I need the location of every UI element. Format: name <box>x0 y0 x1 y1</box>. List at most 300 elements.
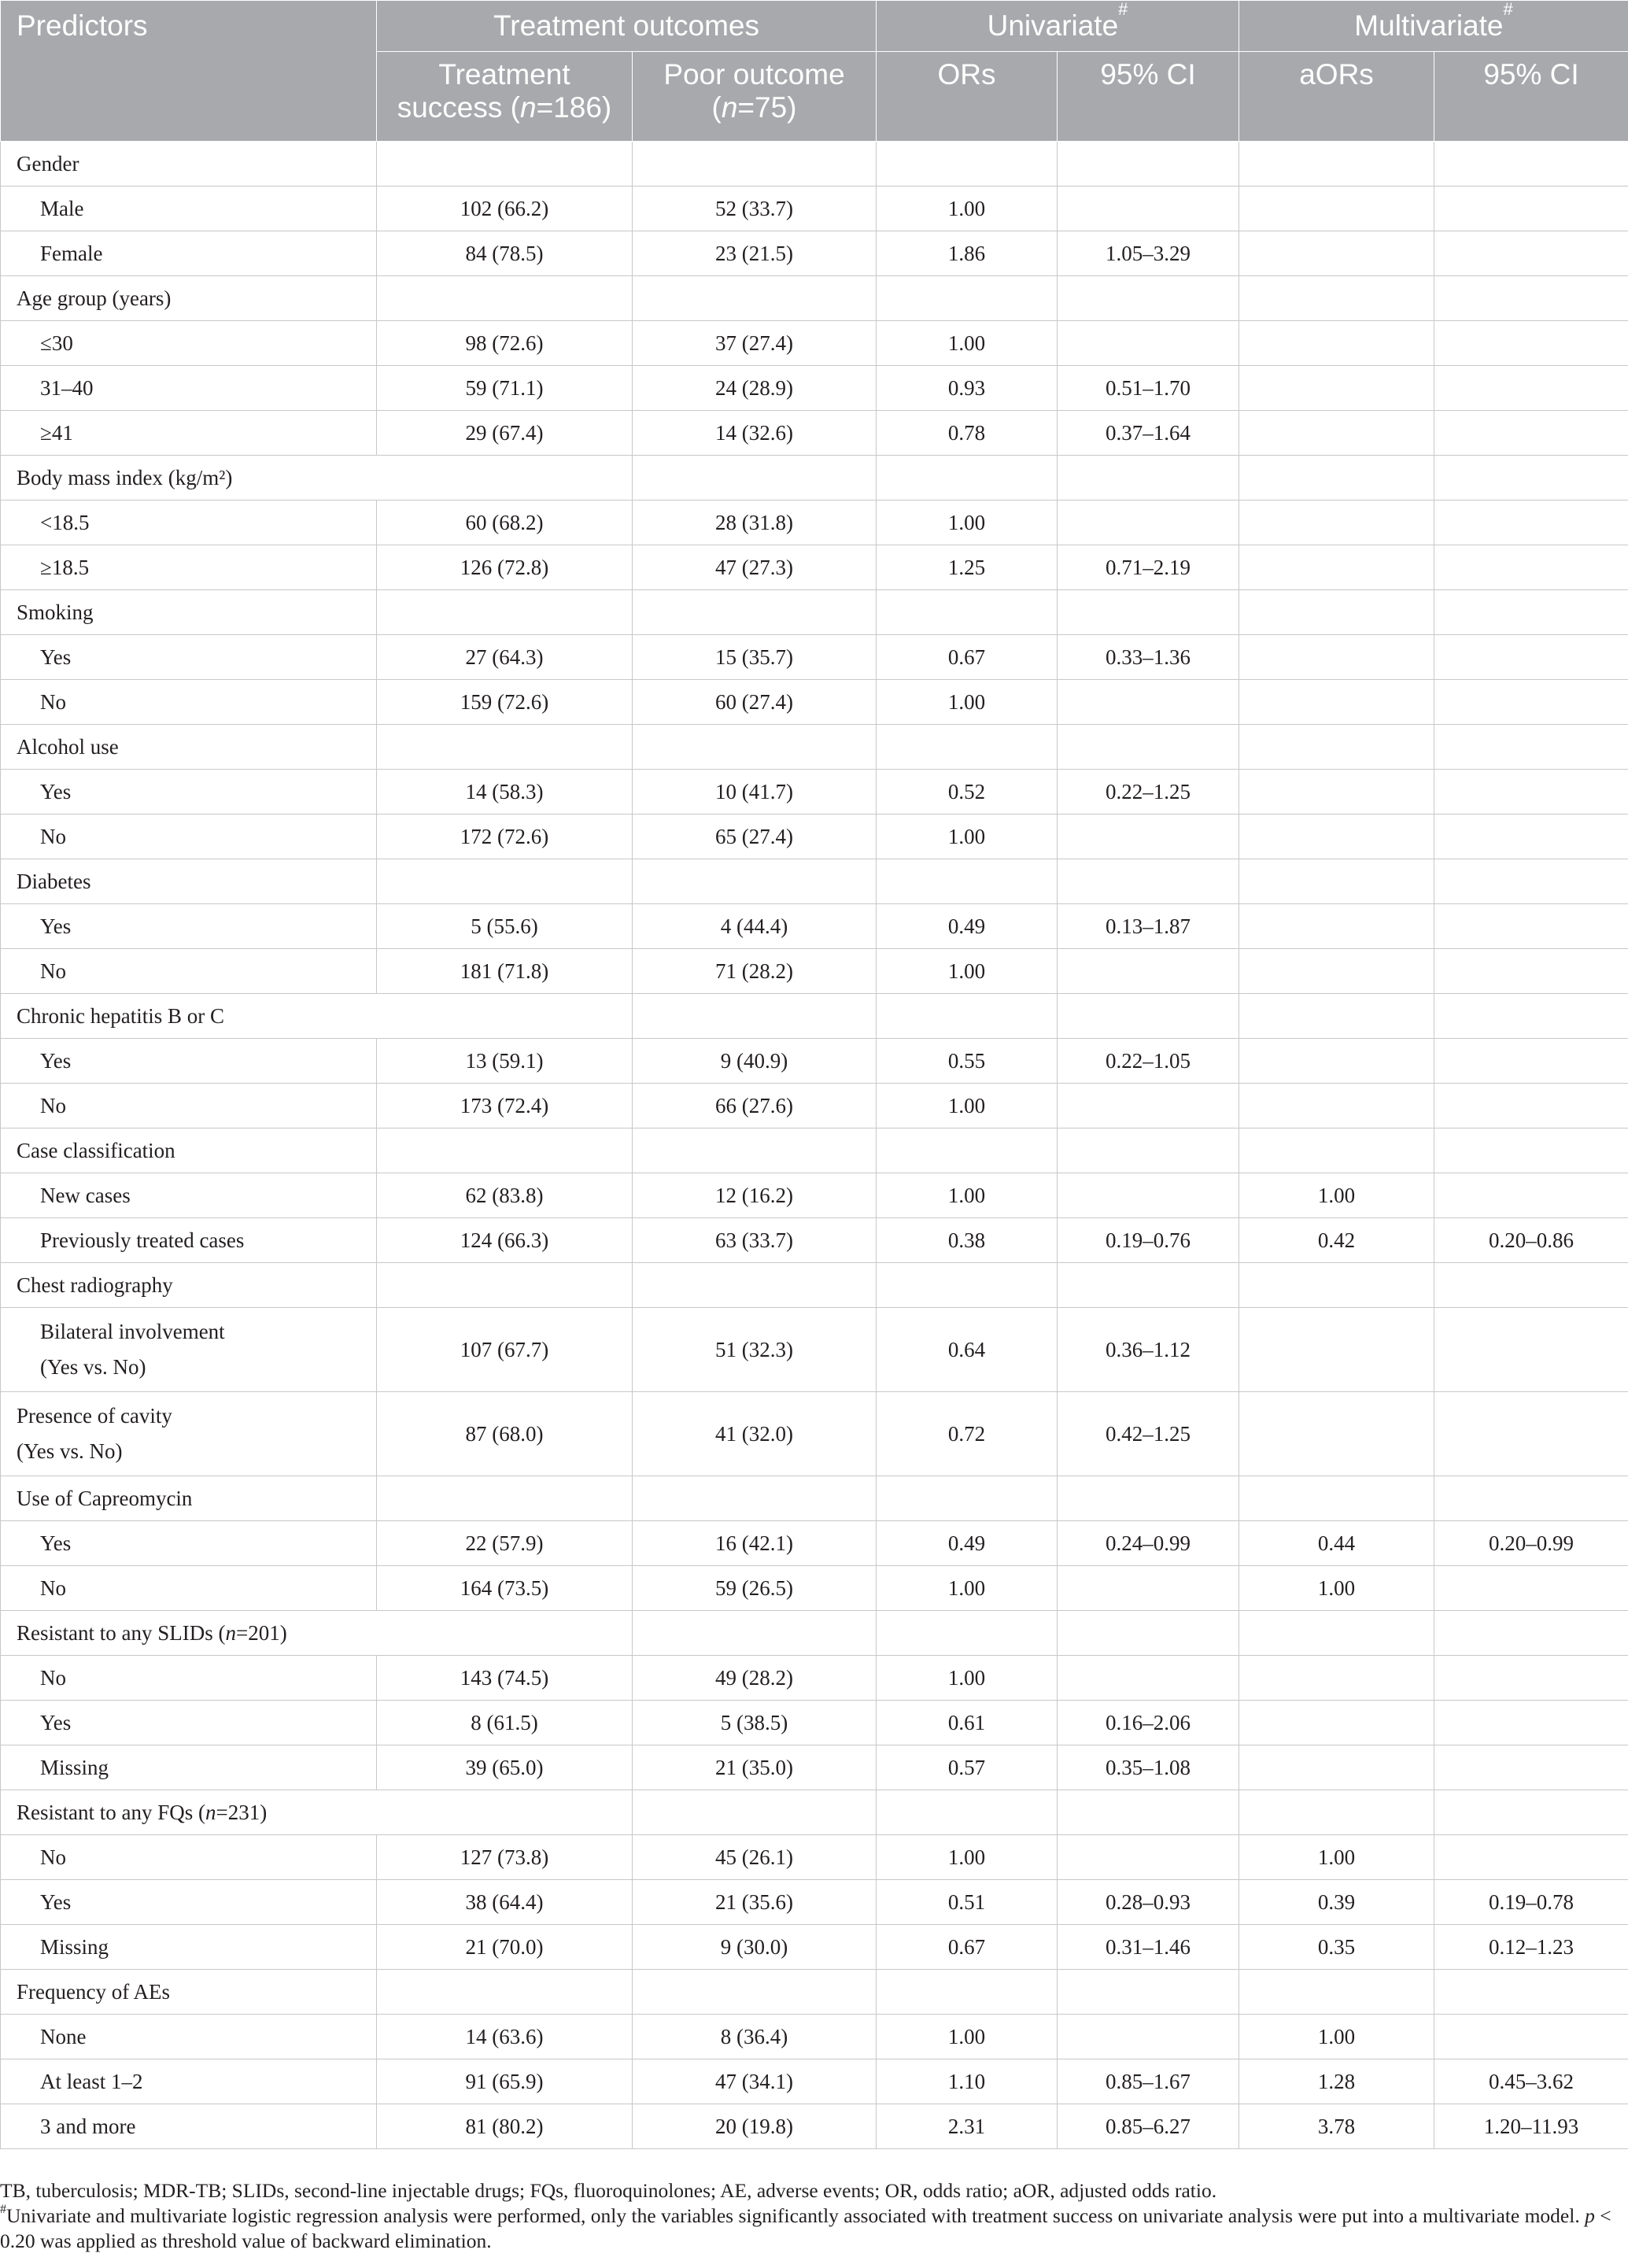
category-row <box>1 1790 1628 1835</box>
adjusted-ci-cell <box>1434 545 1628 590</box>
footnotes <box>0 2178 1628 2254</box>
table-row <box>1 366 1628 411</box>
adjusted-ci-cell: 0.45–3.62 <box>1434 2059 1628 2104</box>
poor-outcome-cell: 45 (26.1) <box>633 1835 877 1880</box>
poor-outcome-cell: 52 (33.7) <box>633 187 877 231</box>
header-ci-multivariate: 95% CI <box>1434 52 1628 142</box>
poor-outcome-cell: 9 (40.9) <box>633 1039 877 1084</box>
treatment-success-cell: 164 (73.5) <box>377 1566 633 1611</box>
adjusted-ci-cell <box>1434 1392 1628 1476</box>
aor-cell <box>1239 187 1434 231</box>
table-row <box>1 1218 1628 1263</box>
or-cell: 1.00 <box>877 814 1058 859</box>
header-ci-univariate: 95% CI <box>1058 52 1239 142</box>
or-cell: 0.52 <box>877 770 1058 814</box>
empty-cell <box>1239 859 1434 904</box>
treatment-success-cell: 39 (65.0) <box>377 1745 633 1790</box>
category-row <box>1 590 1628 635</box>
aor-cell <box>1239 770 1434 814</box>
predictor-label: 3 and more <box>1 2104 377 2149</box>
empty-cell <box>377 725 633 770</box>
aor-cell: 1.28 <box>1239 2059 1434 2104</box>
table-row <box>1 1084 1628 1128</box>
or-cell: 1.00 <box>877 1173 1058 1218</box>
predictor-label: Yes <box>1 904 377 949</box>
treatment-success-cell: 27 (64.3) <box>377 635 633 680</box>
aor-cell <box>1239 411 1434 456</box>
treatment-success-cell: 29 (67.4) <box>377 411 633 456</box>
treatment-success-cell: 181 (71.8) <box>377 949 633 994</box>
or-cell: 0.49 <box>877 1521 1058 1566</box>
treatment-success-cell: 14 (58.3) <box>377 770 633 814</box>
table-row <box>1 231 1628 276</box>
aor-cell: 1.00 <box>1239 1566 1434 1611</box>
table-row <box>1 1039 1628 1084</box>
ci-cell: 0.22–1.25 <box>1058 770 1239 814</box>
predictor-label: Yes <box>1 1521 377 1566</box>
empty-cell <box>1058 142 1239 187</box>
empty-cell <box>877 725 1058 770</box>
table-row <box>1 1835 1628 1880</box>
poor-outcome-cell: 4 (44.4) <box>633 904 877 949</box>
ci-cell <box>1058 1084 1239 1128</box>
treatment-success-cell: 13 (59.1) <box>377 1039 633 1084</box>
poor-outcome-cell: 20 (19.8) <box>633 2104 877 2149</box>
table-row <box>1 1308 1628 1392</box>
treatment-success-cell: 59 (71.1) <box>377 366 633 411</box>
aor-cell <box>1239 1745 1434 1790</box>
predictor-label: Female <box>1 231 377 276</box>
poor-outcome-cell: 47 (27.3) <box>633 545 877 590</box>
empty-cell <box>877 1128 1058 1173</box>
empty-cell <box>633 859 877 904</box>
empty-cell <box>377 590 633 635</box>
aor-cell: 1.00 <box>1239 2015 1434 2059</box>
treatment-success-cell: 107 (67.7) <box>377 1308 633 1392</box>
aor-cell <box>1239 231 1434 276</box>
category-row <box>1 1970 1628 2015</box>
or-cell: 0.64 <box>877 1308 1058 1392</box>
adjusted-ci-cell <box>1434 1656 1628 1701</box>
category-row <box>1 994 1628 1039</box>
predictor-label: ≥18.5 <box>1 545 377 590</box>
predictor-label: Yes <box>1 635 377 680</box>
empty-cell <box>1239 1970 1434 2015</box>
aor-cell <box>1239 814 1434 859</box>
adjusted-ci-cell <box>1434 770 1628 814</box>
predictor-label: New cases <box>1 1173 377 1218</box>
empty-cell <box>1239 1263 1434 1308</box>
empty-cell <box>1058 1970 1239 2015</box>
poor-outcome-cell: 66 (27.6) <box>633 1084 877 1128</box>
or-cell: 0.72 <box>877 1392 1058 1476</box>
treatment-success-cell: 173 (72.4) <box>377 1084 633 1128</box>
predictor-label: Male <box>1 187 377 231</box>
category-row <box>1 725 1628 770</box>
predictor-label: Gender <box>1 142 377 187</box>
aor-cell <box>1239 1084 1434 1128</box>
empty-cell <box>633 1970 877 2015</box>
predictor-label: Yes <box>1 1039 377 1084</box>
table-row <box>1 949 1628 994</box>
or-cell: 1.25 <box>877 545 1058 590</box>
ci-cell <box>1058 1566 1239 1611</box>
or-cell: 0.61 <box>877 1701 1058 1745</box>
table-row <box>1 1925 1628 1970</box>
ci-cell <box>1058 1835 1239 1880</box>
poor-outcome-cell: 21 (35.6) <box>633 1880 877 1925</box>
predictor-label: Previously treated cases <box>1 1218 377 1263</box>
table-row <box>1 2059 1628 2104</box>
poor-outcome-cell: 41 (32.0) <box>633 1392 877 1476</box>
adjusted-ci-cell <box>1434 321 1628 366</box>
empty-cell <box>877 1790 1058 1835</box>
category-row <box>1 859 1628 904</box>
hash-mark: # <box>1503 0 1513 19</box>
empty-cell <box>377 276 633 321</box>
empty-cell <box>877 590 1058 635</box>
predictor-label: Presence of cavity (Yes vs. No) <box>1 1392 377 1476</box>
empty-cell <box>1058 725 1239 770</box>
table-row <box>1 680 1628 725</box>
empty-cell <box>877 1970 1058 2015</box>
empty-cell <box>377 1476 633 1521</box>
header-predictors: Predictors <box>1 1 377 142</box>
or-cell: 1.86 <box>877 231 1058 276</box>
treatment-success-cell: 102 (66.2) <box>377 187 633 231</box>
ci-cell: 0.36–1.12 <box>1058 1308 1239 1392</box>
adjusted-ci-cell <box>1434 1745 1628 1790</box>
category-row <box>1 456 1628 501</box>
table-body <box>1 142 1628 2149</box>
empty-cell <box>633 456 877 501</box>
empty-cell <box>377 1263 633 1308</box>
empty-cell <box>877 276 1058 321</box>
adjusted-ci-cell <box>1434 1084 1628 1128</box>
table-row <box>1 1745 1628 1790</box>
or-cell: 1.00 <box>877 2015 1058 2059</box>
predictor-label: Frequency of AEs <box>1 1970 377 2015</box>
ci-cell: 0.51–1.70 <box>1058 366 1239 411</box>
table-row <box>1 187 1628 231</box>
predictor-label: Yes <box>1 770 377 814</box>
adjusted-ci-cell <box>1434 1039 1628 1084</box>
empty-cell <box>1434 590 1628 635</box>
treatment-success-cell: 159 (72.6) <box>377 680 633 725</box>
aor-cell <box>1239 1308 1434 1392</box>
or-cell: 1.00 <box>877 321 1058 366</box>
predictor-label: Missing <box>1 1925 377 1970</box>
aor-cell: 0.44 <box>1239 1521 1434 1566</box>
header-treatment-outcomes: Treatment outcomes <box>377 1 877 52</box>
empty-cell <box>1058 994 1239 1039</box>
predictor-label: ≤30 <box>1 321 377 366</box>
empty-cell <box>1058 276 1239 321</box>
or-cell: 1.00 <box>877 680 1058 725</box>
table-row <box>1 1656 1628 1701</box>
poor-outcome-cell: 16 (42.1) <box>633 1521 877 1566</box>
aor-cell: 0.35 <box>1239 1925 1434 1970</box>
empty-cell <box>1434 1476 1628 1521</box>
aor-cell <box>1239 904 1434 949</box>
aor-cell <box>1239 321 1434 366</box>
treatment-success-cell: 60 (68.2) <box>377 501 633 545</box>
adjusted-ci-cell <box>1434 411 1628 456</box>
poor-outcome-cell: 23 (21.5) <box>633 231 877 276</box>
or-cell: 0.67 <box>877 1925 1058 1970</box>
predictor-label: No <box>1 949 377 994</box>
empty-cell <box>1434 859 1628 904</box>
category-row <box>1 1263 1628 1308</box>
adjusted-ci-cell <box>1434 1566 1628 1611</box>
empty-cell <box>1058 1611 1239 1656</box>
poor-outcome-cell: 5 (38.5) <box>633 1701 877 1745</box>
adjusted-ci-cell <box>1434 949 1628 994</box>
ci-cell <box>1058 949 1239 994</box>
empty-cell <box>633 1611 877 1656</box>
ci-cell: 0.33–1.36 <box>1058 635 1239 680</box>
or-cell: 1.00 <box>877 187 1058 231</box>
or-cell: 2.31 <box>877 2104 1058 2149</box>
adjusted-ci-cell: 0.20–0.99 <box>1434 1521 1628 1566</box>
empty-cell <box>1239 456 1434 501</box>
empty-cell <box>1239 1476 1434 1521</box>
predictor-label: 31–40 <box>1 366 377 411</box>
empty-cell <box>877 1611 1058 1656</box>
or-cell: 0.57 <box>877 1745 1058 1790</box>
aor-cell <box>1239 1392 1434 1476</box>
predictor-label: Diabetes <box>1 859 377 904</box>
adjusted-ci-cell <box>1434 2015 1628 2059</box>
predictor-label: Alcohol use <box>1 725 377 770</box>
empty-cell <box>633 1476 877 1521</box>
table-row <box>1 1701 1628 1745</box>
or-cell: 0.55 <box>877 1039 1058 1084</box>
empty-cell <box>877 859 1058 904</box>
empty-cell <box>377 1970 633 2015</box>
or-cell: 1.00 <box>877 1566 1058 1611</box>
or-cell: 0.38 <box>877 1218 1058 1263</box>
poor-outcome-cell: 10 (41.7) <box>633 770 877 814</box>
empty-cell <box>377 859 633 904</box>
footnote-method: #Univariate and multivariate logistic regression analysis were performed, only the variables significantly associated with treatment success on univariate analysis were put into a multivariate model. p < 0.20 was applied as threshold value of backward elimination. <box>0 2203 1611 2252</box>
aor-cell <box>1239 680 1434 725</box>
or-cell: 0.67 <box>877 635 1058 680</box>
predictor-label: No <box>1 1656 377 1701</box>
adjusted-ci-cell <box>1434 1835 1628 1880</box>
ci-cell <box>1058 814 1239 859</box>
empty-cell <box>633 142 877 187</box>
adjusted-ci-cell <box>1434 635 1628 680</box>
treatment-success-cell: 126 (72.8) <box>377 545 633 590</box>
adjusted-ci-cell: 0.20–0.86 <box>1434 1218 1628 1263</box>
poor-outcome-cell: 37 (27.4) <box>633 321 877 366</box>
treatment-success-cell: 14 (63.6) <box>377 2015 633 2059</box>
treatment-success-cell: 143 (74.5) <box>377 1656 633 1701</box>
ci-cell: 0.16–2.06 <box>1058 1701 1239 1745</box>
empty-cell <box>1058 1476 1239 1521</box>
empty-cell <box>1434 725 1628 770</box>
treatment-success-cell: 21 (70.0) <box>377 1925 633 1970</box>
adjusted-ci-cell <box>1434 501 1628 545</box>
aor-cell: 1.00 <box>1239 1173 1434 1218</box>
adjusted-ci-cell: 0.19–0.78 <box>1434 1880 1628 1925</box>
table-row <box>1 545 1628 590</box>
predictor-label: At least 1–2 <box>1 2059 377 2104</box>
table-row <box>1 635 1628 680</box>
table-row <box>1 770 1628 814</box>
poor-outcome-cell: 15 (35.7) <box>633 635 877 680</box>
category-row <box>1 1128 1628 1173</box>
adjusted-ci-cell: 0.12–1.23 <box>1434 1925 1628 1970</box>
ci-cell <box>1058 1173 1239 1218</box>
poor-outcome-cell: 47 (34.1) <box>633 2059 877 2104</box>
empty-cell <box>633 725 877 770</box>
or-cell: 1.00 <box>877 1084 1058 1128</box>
treatment-success-cell: 98 (72.6) <box>377 321 633 366</box>
aor-cell: 1.00 <box>1239 1835 1434 1880</box>
table-row <box>1 1880 1628 1925</box>
empty-cell <box>1239 1611 1434 1656</box>
adjusted-ci-cell <box>1434 680 1628 725</box>
empty-cell <box>377 142 633 187</box>
empty-cell <box>877 456 1058 501</box>
table-row <box>1 1173 1628 1218</box>
treatment-success-cell: 124 (66.3) <box>377 1218 633 1263</box>
empty-cell <box>1434 1128 1628 1173</box>
hash-mark: # <box>1118 0 1128 19</box>
poor-outcome-cell: 8 (36.4) <box>633 2015 877 2059</box>
empty-cell <box>633 994 877 1039</box>
table-header <box>1 1 1628 142</box>
header-univariate: Univariate# <box>877 1 1239 52</box>
aor-cell <box>1239 1656 1434 1701</box>
ci-cell <box>1058 501 1239 545</box>
or-cell: 1.00 <box>877 949 1058 994</box>
ci-cell: 1.05–3.29 <box>1058 231 1239 276</box>
table-row <box>1 411 1628 456</box>
poor-outcome-cell: 24 (28.9) <box>633 366 877 411</box>
ci-cell: 0.71–2.19 <box>1058 545 1239 590</box>
empty-cell <box>1058 456 1239 501</box>
predictor-label: None <box>1 2015 377 2059</box>
header-aors: aORs <box>1239 52 1434 142</box>
predictor-label: No <box>1 680 377 725</box>
predictor-label: Use of Capreomycin <box>1 1476 377 1521</box>
ci-cell <box>1058 321 1239 366</box>
treatment-success-cell: 22 (57.9) <box>377 1521 633 1566</box>
aor-cell <box>1239 635 1434 680</box>
aor-cell: 0.39 <box>1239 1880 1434 1925</box>
treatment-success-cell: 62 (83.8) <box>377 1173 633 1218</box>
empty-cell <box>1058 859 1239 904</box>
poor-outcome-cell: 28 (31.8) <box>633 501 877 545</box>
ci-cell <box>1058 1656 1239 1701</box>
table-row <box>1 904 1628 949</box>
ci-cell: 0.85–6.27 <box>1058 2104 1239 2149</box>
or-cell: 0.49 <box>877 904 1058 949</box>
treatment-success-cell: 38 (64.4) <box>377 1880 633 1925</box>
empty-cell <box>1434 994 1628 1039</box>
poor-outcome-cell: 49 (28.2) <box>633 1656 877 1701</box>
ci-cell: 0.19–0.76 <box>1058 1218 1239 1263</box>
aor-cell: 3.78 <box>1239 2104 1434 2149</box>
poor-outcome-cell: 63 (33.7) <box>633 1218 877 1263</box>
empty-cell <box>877 142 1058 187</box>
empty-cell <box>1058 590 1239 635</box>
predictor-label: Age group (years) <box>1 276 377 321</box>
or-cell: 1.00 <box>877 1656 1058 1701</box>
ci-cell: 0.35–1.08 <box>1058 1745 1239 1790</box>
poor-outcome-cell: 12 (16.2) <box>633 1173 877 1218</box>
category-row <box>1 276 1628 321</box>
empty-cell <box>1239 142 1434 187</box>
poor-outcome-cell: 59 (26.5) <box>633 1566 877 1611</box>
or-cell: 0.93 <box>877 366 1058 411</box>
treatment-success-cell: 172 (72.6) <box>377 814 633 859</box>
table-row <box>1 501 1628 545</box>
table-row <box>1 2104 1628 2149</box>
or-cell: 1.00 <box>877 501 1058 545</box>
aor-cell <box>1239 949 1434 994</box>
table-row <box>1 1566 1628 1611</box>
empty-cell <box>1434 142 1628 187</box>
adjusted-ci-cell <box>1434 1173 1628 1218</box>
footnote-abbreviations: TB, tuberculosis; MDR-TB; SLIDs, second-line injectable drugs; FQs, fluoroquinolones; AE, adverse events; OR, odds ratio; aOR, adjusted odds ratio. <box>0 2179 1217 2202</box>
poor-outcome-cell: 21 (35.0) <box>633 1745 877 1790</box>
table-row <box>1 1392 1628 1476</box>
predictor-label: Body mass index (kg/m²) <box>1 456 633 501</box>
predictor-label: No <box>1 1084 377 1128</box>
ci-cell: 0.24–0.99 <box>1058 1521 1239 1566</box>
table-row <box>1 1521 1628 1566</box>
adjusted-ci-cell <box>1434 1701 1628 1745</box>
ci-cell: 0.22–1.05 <box>1058 1039 1239 1084</box>
treatment-success-cell: 8 (61.5) <box>377 1701 633 1745</box>
table-row <box>1 321 1628 366</box>
treatment-success-cell: 84 (78.5) <box>377 231 633 276</box>
or-cell: 0.51 <box>877 1880 1058 1925</box>
treatment-success-cell: 5 (55.6) <box>377 904 633 949</box>
ci-cell: 0.13–1.87 <box>1058 904 1239 949</box>
empty-cell <box>1434 276 1628 321</box>
table-row <box>1 2015 1628 2059</box>
poor-outcome-cell: 71 (28.2) <box>633 949 877 994</box>
predictor-label: Yes <box>1 1701 377 1745</box>
predictor-label: Resistant to any FQs (n=231) <box>1 1790 633 1835</box>
adjusted-ci-cell <box>1434 366 1628 411</box>
or-cell: 1.10 <box>877 2059 1058 2104</box>
header-treatment-success: Treatment success (n=186) <box>377 52 633 142</box>
predictor-label: Bilateral involvement (Yes vs. No) <box>1 1308 377 1392</box>
header-ors: ORs <box>877 52 1058 142</box>
empty-cell <box>1434 1970 1628 2015</box>
empty-cell <box>877 994 1058 1039</box>
empty-cell <box>1239 1790 1434 1835</box>
aor-cell <box>1239 366 1434 411</box>
empty-cell <box>1239 1128 1434 1173</box>
predictor-label: Case classification <box>1 1128 377 1173</box>
predictor-label: Missing <box>1 1745 377 1790</box>
predictor-label: <18.5 <box>1 501 377 545</box>
empty-cell <box>633 276 877 321</box>
ci-cell: 0.42–1.25 <box>1058 1392 1239 1476</box>
empty-cell <box>877 1476 1058 1521</box>
empty-cell <box>1239 276 1434 321</box>
empty-cell <box>1058 1128 1239 1173</box>
empty-cell <box>877 1263 1058 1308</box>
ci-cell: 0.37–1.64 <box>1058 411 1239 456</box>
